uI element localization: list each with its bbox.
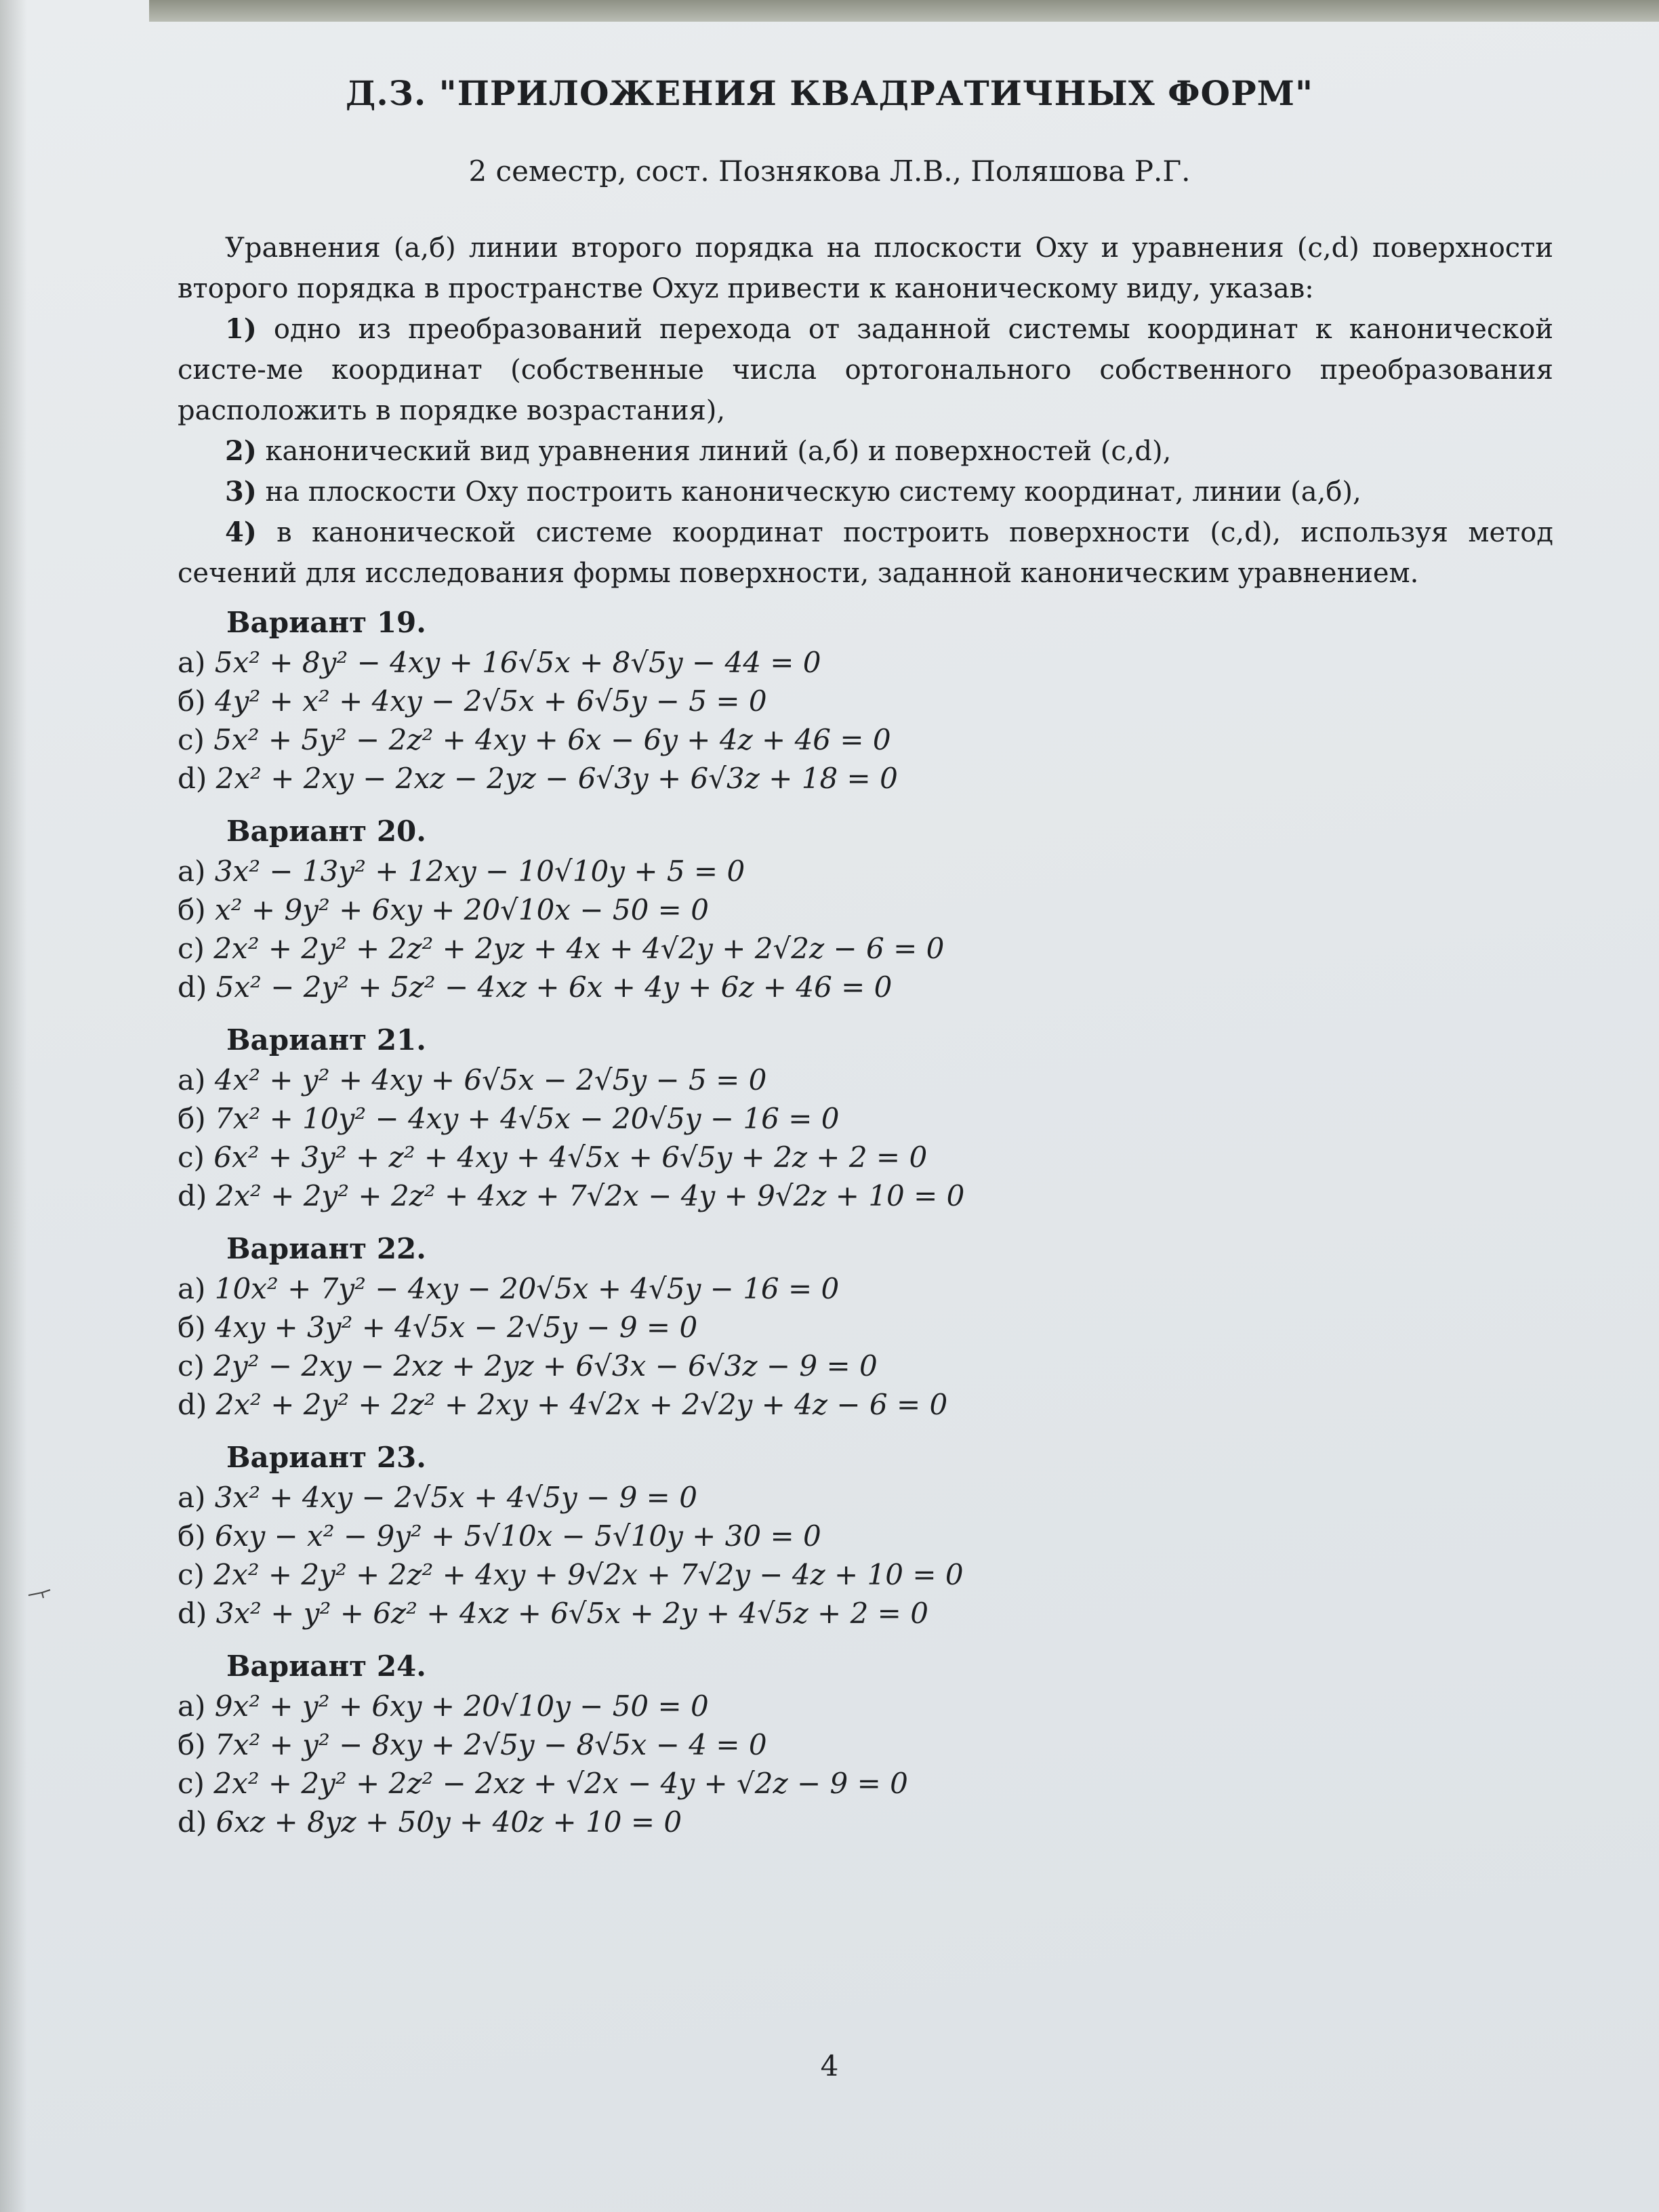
equation-label: c) bbox=[178, 1558, 205, 1591]
equation-a bbox=[178, 643, 1262, 682]
equation-d bbox=[178, 1594, 1262, 1633]
page-number: 4 bbox=[820, 2049, 839, 2083]
equation-expression: 2x² + 2y² + 2z² + 4xz + 7√2x − 4y + 9√2z + 10 = 0 bbox=[216, 1179, 965, 1212]
equation-a bbox=[178, 1478, 1262, 1517]
instruction-text: в канонической системе координат построить поверхности (c,d), используя метод сечений для исследования формы поверхности, заданной каноническим уравнением. bbox=[178, 517, 1553, 589]
equation-d bbox=[178, 968, 1262, 1006]
equation-c bbox=[178, 720, 1262, 759]
document-title: Д.З. "ПРИЛОЖЕНИЯ КВАДРАТИЧНЫХ ФОРМ" bbox=[345, 73, 1314, 113]
instruction-number: 4) bbox=[225, 516, 257, 548]
equation-label: б) bbox=[178, 684, 206, 718]
equation-label: б) bbox=[178, 1311, 206, 1344]
instruction-text: одно из преобразований перехода от заданной системы координат к канонической систе-ме координат (собственные числа ортогонального собственного преобразования расположить в порядке возрастания), bbox=[178, 314, 1554, 426]
variant-23 bbox=[178, 1438, 1262, 1633]
variant-heading: Вариант 24. bbox=[226, 1650, 426, 1683]
equation-b bbox=[178, 1517, 1262, 1555]
equation-expression: 9x² + y² + 6xy + 20√10y − 50 = 0 bbox=[214, 1689, 709, 1723]
variant-heading: Вариант 23. bbox=[226, 1441, 426, 1474]
equation-label: c) bbox=[178, 1349, 205, 1382]
equation-expression: 2x² + 2y² + 2z² + 2xy + 4√2x + 2√2y + 4z − 6 = 0 bbox=[216, 1388, 948, 1421]
equation-c bbox=[178, 1347, 1262, 1385]
equation-a bbox=[178, 1061, 1262, 1099]
pencil-mark bbox=[27, 1586, 54, 1599]
equation-expression: 6xz + 8yz + 50y + 40z + 10 = 0 bbox=[216, 1805, 682, 1839]
equation-label: c) bbox=[178, 1767, 205, 1800]
equation-label: d) bbox=[178, 1388, 207, 1421]
equation-label: c) bbox=[178, 723, 205, 756]
equation-d bbox=[178, 759, 1262, 798]
equation-expression: 2y² − 2xy − 2xz + 2yz + 6√3x − 6√3z − 9 = 0 bbox=[213, 1349, 878, 1382]
equation-b bbox=[178, 1099, 1262, 1138]
equation-a bbox=[178, 852, 1262, 890]
equation-label: a) bbox=[178, 855, 206, 888]
variant-22 bbox=[178, 1229, 1262, 1424]
equation-expression: 3x² + 4xy − 2√5x + 4√5y − 9 = 0 bbox=[214, 1481, 697, 1514]
page-edge-shadow bbox=[0, 0, 27, 2212]
equation-b bbox=[178, 1308, 1262, 1347]
equation-expression: 5x² + 5y² − 2z² + 4xy + 6x − 6y + 4z + 46 = 0 bbox=[213, 723, 891, 756]
equation-expression: x² + 9y² + 6xy + 20√10x − 50 = 0 bbox=[215, 893, 709, 926]
equation-label: d) bbox=[178, 970, 207, 1004]
variant-heading: Вариант 22. bbox=[226, 1232, 426, 1265]
equation-a bbox=[178, 1269, 1262, 1308]
equation-expression: 2x² + 2xy − 2xz − 2yz − 6√3y + 6√3z + 18 = 0 bbox=[216, 762, 898, 795]
equation-label: d) bbox=[178, 762, 207, 795]
equation-expression: 2x² + 2y² + 2z² + 2yz + 4x + 4√2y + 2√2z − 6 = 0 bbox=[213, 932, 945, 965]
equation-expression: 4xy + 3y² + 4√5x − 2√5y − 9 = 0 bbox=[215, 1311, 698, 1344]
equation-expression: 6xy − x² − 9y² + 5√10x − 5√10y + 30 = 0 bbox=[215, 1519, 821, 1553]
equation-c bbox=[178, 1555, 1262, 1594]
assignment-instructions bbox=[178, 228, 1553, 594]
instruction-item-1 bbox=[178, 309, 1553, 431]
instruction-item-3 bbox=[178, 472, 1553, 512]
equation-expression: 6x² + 3y² + z² + 4xy + 4√5x + 6√5y + 2z + 2 = 0 bbox=[213, 1141, 928, 1174]
equation-label: a) bbox=[178, 1063, 206, 1097]
equation-label: a) bbox=[178, 1272, 206, 1305]
equation-expression: 2x² + 2y² + 2z² + 4xy + 9√2x + 7√2y − 4z + 10 = 0 bbox=[213, 1558, 964, 1591]
equation-label: d) bbox=[178, 1179, 207, 1212]
equation-expression: 3x² − 13y² + 12xy − 10√10y + 5 = 0 bbox=[214, 855, 745, 888]
equation-expression: 3x² + y² + 6z² + 4xz + 6√5x + 2y + 4√5z + 2 = 0 bbox=[216, 1597, 928, 1630]
equation-expression: 4x² + y² + 4xy + 6√5x − 2√5y − 5 = 0 bbox=[214, 1063, 767, 1097]
equation-label: б) bbox=[178, 1728, 206, 1761]
equation-label: c) bbox=[178, 1141, 205, 1174]
instruction-text: на плоскости Oxy построить каноническую систему координат, линии (а,б), bbox=[265, 476, 1361, 508]
instruction-number: 2) bbox=[225, 435, 257, 467]
equation-b bbox=[178, 1725, 1262, 1764]
instruction-item-4 bbox=[178, 512, 1553, 594]
equation-label: d) bbox=[178, 1805, 207, 1839]
equation-c bbox=[178, 1764, 1262, 1803]
equation-label: a) bbox=[178, 646, 206, 679]
instruction-item-2 bbox=[178, 431, 1553, 472]
variant-21 bbox=[178, 1021, 1262, 1215]
equation-expression: 10x² + 7y² − 4xy − 20√5x + 4√5y − 16 = 0 bbox=[214, 1272, 840, 1305]
equation-expression: 2x² + 2y² + 2z² − 2xz + √2x − 4y + √2z − 9 = 0 bbox=[213, 1767, 908, 1800]
variant-24 bbox=[178, 1647, 1262, 1841]
equation-d bbox=[178, 1176, 1262, 1215]
background-strip bbox=[149, 0, 1659, 22]
equation-expression: 7x² + 10y² − 4xy + 4√5x − 20√5y − 16 = 0 bbox=[215, 1102, 840, 1135]
variant-heading: Вариант 19. bbox=[226, 606, 426, 639]
instruction-number: 3) bbox=[225, 476, 257, 508]
equation-c bbox=[178, 1138, 1262, 1176]
equation-label: a) bbox=[178, 1481, 206, 1514]
instructions-paragraph: Уравнения (а,б) линии второго порядка на плоскости Oxy и уравнения (c,d) поверхности второго порядка в пространстве Oxyz привести к каноническому виду, указав: bbox=[178, 232, 1553, 304]
variant-20 bbox=[178, 812, 1262, 1006]
equation-label: c) bbox=[178, 932, 205, 965]
equation-expression: 5x² + 8y² − 4xy + 16√5x + 8√5y − 44 = 0 bbox=[214, 646, 821, 679]
document-authors: 2 семестр, сост. Познякова Л.В., Поляшова Р.Г. bbox=[468, 155, 1191, 188]
equation-label: d) bbox=[178, 1597, 207, 1630]
variant-19 bbox=[178, 603, 1262, 798]
instruction-text: канонический вид уравнения линий (а,б) и поверхностей (c,d), bbox=[265, 436, 1172, 467]
equation-b bbox=[178, 890, 1262, 929]
equation-a bbox=[178, 1687, 1262, 1725]
equation-d bbox=[178, 1385, 1262, 1424]
equation-label: б) bbox=[178, 1519, 206, 1553]
equation-label: б) bbox=[178, 893, 206, 926]
variant-heading: Вариант 20. bbox=[226, 815, 426, 848]
equation-d bbox=[178, 1803, 1262, 1841]
equation-expression: 7x² + y² − 8xy + 2√5y − 8√5x − 4 = 0 bbox=[215, 1728, 767, 1761]
instruction-number: 1) bbox=[225, 313, 257, 345]
equation-label: a) bbox=[178, 1689, 206, 1723]
equation-expression: 4y² + x² + 4xy − 2√5x + 6√5y − 5 = 0 bbox=[215, 684, 767, 718]
equation-expression: 5x² − 2y² + 5z² − 4xz + 6x + 4y + 6z + 46 = 0 bbox=[216, 970, 893, 1004]
equation-b bbox=[178, 682, 1262, 720]
equation-label: б) bbox=[178, 1102, 206, 1135]
equation-c bbox=[178, 929, 1262, 968]
variant-heading: Вариант 21. bbox=[226, 1023, 426, 1057]
